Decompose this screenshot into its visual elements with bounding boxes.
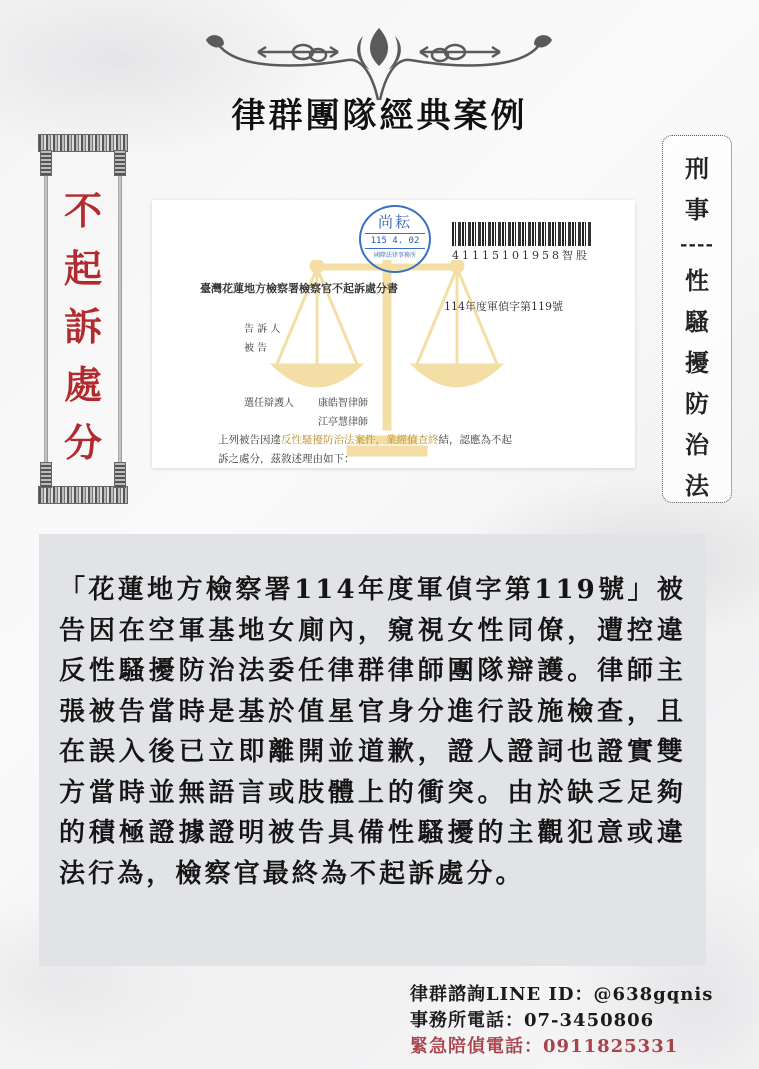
counsel-name: 江亭慧律師 — [318, 417, 368, 428]
case-number: 114年度軍偵字第119號 — [444, 300, 563, 313]
contact-info — [410, 982, 713, 1060]
document-body-line: 上列被告因違反性騷擾防治法案件，業經偵查終結，認應為不起 — [218, 434, 512, 446]
defendant-label: 被 告 — [244, 343, 268, 354]
document-title: 臺灣花蓮地方檢察署檢察官不起訴處分書 — [200, 282, 398, 295]
barcode-number: 41115101958智股 — [452, 249, 590, 262]
category-separator: ---- — [680, 234, 714, 255]
case-summary-text: 「花蓮地方檢察署114年度軍偵字第119號」被告因在空軍基地女廁內，窺視女性同僚，遭控違反性騷擾防治法委任律群律師團隊辯護。律師主張被告當時是基於值星官身分進行設施檢查，且在誤入後已立即離開並道歉，證人證詞也證實雙方當時並無語言或肢體上的衝突。由於缺乏足夠的積極證據證明被告具備性騷擾的主觀犯意或違法行為，檢察官最終為不起訴處分。 — [59, 575, 686, 889]
category-char: 事 — [685, 195, 709, 224]
highlighted-text: 反性騷擾防治法案件，業經偵查終 — [281, 434, 439, 446]
category-char: 騷 — [685, 307, 709, 336]
case-category-tag — [662, 135, 732, 503]
verdict-text — [38, 182, 128, 472]
category-char: 性 — [685, 266, 709, 295]
page-title: 律群團隊經典案例 — [231, 96, 528, 136]
received-stamp: 尚耘 115 4. 02 國際法律事務所 — [359, 205, 431, 273]
category-char: 擾 — [685, 348, 709, 377]
verdict-char: 不 — [63, 188, 102, 233]
case-summary-box — [39, 534, 706, 966]
barcode — [452, 222, 592, 246]
verdict-char: 分 — [63, 420, 102, 465]
office-phone: 事務所電話：07-3450806 — [410, 1010, 655, 1031]
verdict-char: 訴 — [63, 304, 102, 349]
category-char: 法 — [685, 471, 709, 500]
complainant-label: 告 訴 人 — [244, 324, 281, 335]
verdict-banner — [38, 134, 128, 504]
document-excerpt — [152, 200, 635, 468]
verdict-char: 起 — [63, 246, 102, 291]
line-id: 律群諮詢LINE ID：@638gqnis — [410, 984, 714, 1005]
category-char: 刑 — [685, 154, 709, 183]
counsel-name: 康皓智律師 — [318, 398, 368, 409]
frame-corner — [40, 150, 52, 176]
frame-cap-bottom — [38, 486, 128, 504]
category-char: 防 — [685, 389, 709, 418]
category-char: 治 — [685, 430, 709, 459]
document-body-line: 訴之處分，茲敘述理由如下： — [218, 453, 355, 465]
frame-corner — [114, 150, 126, 176]
counsel-label: 選任辯護人 — [244, 398, 294, 409]
verdict-char: 處 — [63, 362, 102, 407]
emergency-phone: 緊急陪偵電話：0911825331 — [410, 1036, 679, 1057]
